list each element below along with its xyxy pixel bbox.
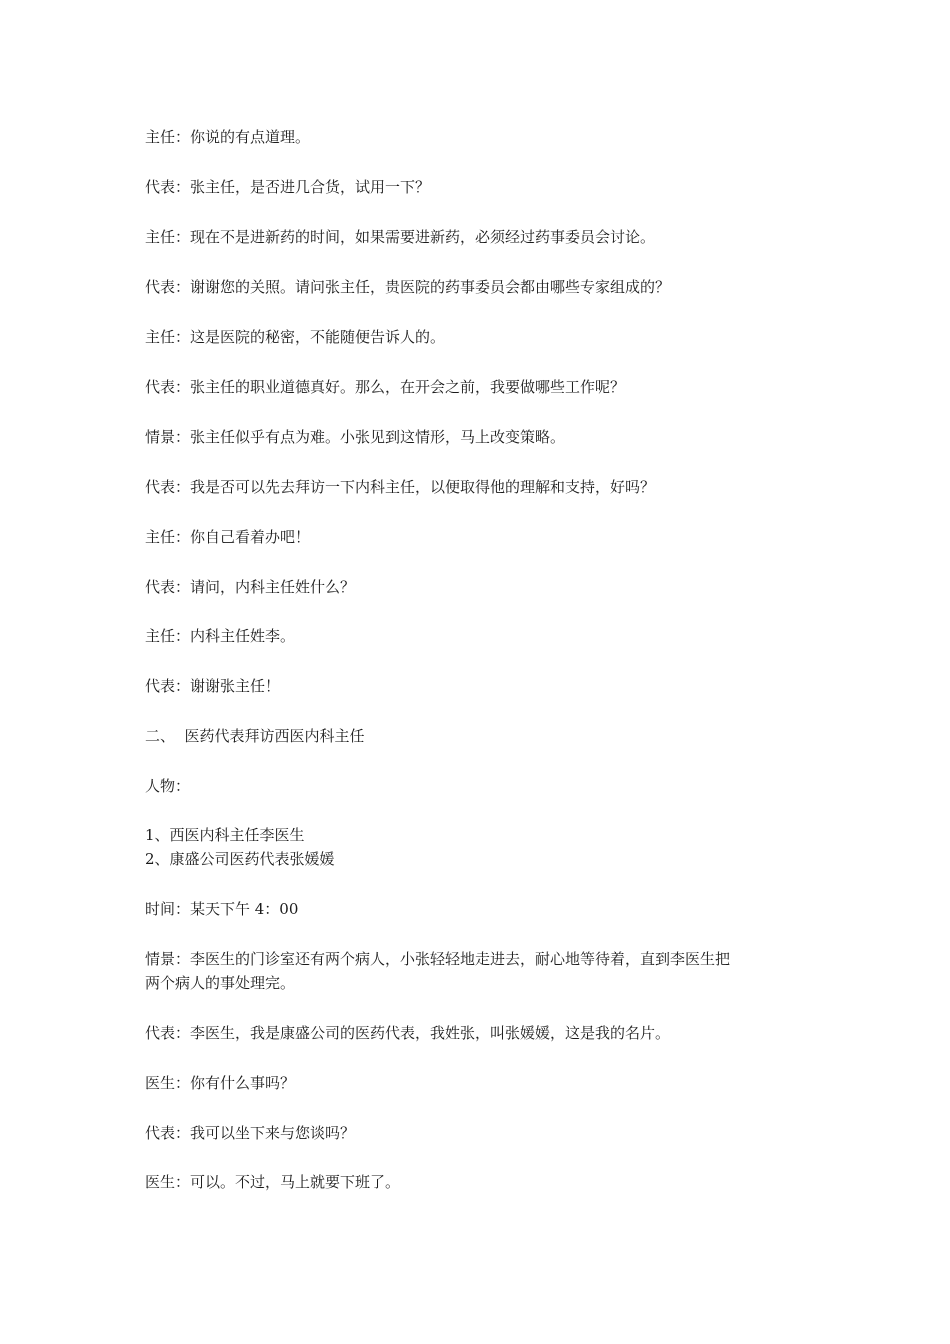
paragraph xyxy=(145,1170,825,1194)
paragraph xyxy=(145,525,825,549)
paragraph xyxy=(145,225,825,249)
text-line: 二、 医药代表拜访西医内科主任 xyxy=(145,727,365,745)
paragraph xyxy=(145,674,825,698)
paragraph xyxy=(145,1021,825,1045)
paragraph xyxy=(145,175,825,199)
list-item: 2、康盛公司医药代表张媛媛 xyxy=(145,850,335,868)
character-list xyxy=(145,823,825,871)
section-heading xyxy=(145,724,825,748)
text-line: 主任：内科主任姓李。 xyxy=(145,627,296,645)
paragraph xyxy=(145,325,825,349)
text-line: 人物： xyxy=(145,777,191,795)
paragraph xyxy=(145,375,825,399)
text-line: 代表：我是否可以先去拜访一下内科主任，以便取得他的理解和支持，好吗？ xyxy=(145,478,656,496)
text-line: 代表：李医生，我是康盛公司的医药代表，我姓张，叫张媛媛，这是我的名片。 xyxy=(145,1024,671,1042)
text-line: 医生：可以。不过，马上就要下班了。 xyxy=(145,1173,401,1191)
paragraph xyxy=(145,1071,825,1095)
paragraph xyxy=(145,425,825,449)
text-line: 代表：谢谢张主任！ xyxy=(145,677,281,695)
text-line: 时间：某天下午 4：00 xyxy=(145,900,299,918)
paragraph xyxy=(145,774,825,798)
paragraph xyxy=(145,624,825,648)
paragraph xyxy=(145,475,825,499)
text-line: 代表：请问，内科主任姓什么？ xyxy=(145,578,356,596)
text-line: 代表：我可以坐下来与您谈吗？ xyxy=(145,1124,356,1142)
text-line: 情景：李医生的门诊室还有两个病人，小张轻轻地走进去，耐心地等待着，直到李医生把 xyxy=(145,950,731,968)
paragraph xyxy=(145,1121,825,1145)
text-line: 主任：现在不是进新药的时间，如果需要进新药，必须经过药事委员会讨论。 xyxy=(145,228,656,246)
text-line: 主任：你自己看着办吧！ xyxy=(145,528,311,546)
list-item: 1、西医内科主任李医生 xyxy=(145,826,305,844)
paragraph xyxy=(145,275,825,299)
text-line: 主任：你说的有点道理。 xyxy=(145,128,311,146)
paragraph xyxy=(145,575,825,599)
paragraph xyxy=(145,897,825,921)
text-line: 情景：张主任似乎有点为难。小张见到这情形，马上改变策略。 xyxy=(145,428,566,446)
paragraph xyxy=(145,125,825,149)
text-line: 两个病人的事处理完。 xyxy=(145,974,296,992)
text-line: 代表：张主任的职业道德真好。那么，在开会之前，我要做哪些工作呢？ xyxy=(145,378,626,396)
text-line: 代表：谢谢您的关照。请问张主任，贵医院的药事委员会都由哪些专家组成的？ xyxy=(145,278,671,296)
paragraph xyxy=(145,947,825,995)
text-line: 代表：张主任，是否进几合货，试用一下？ xyxy=(145,178,431,196)
text-line: 主任：这是医院的秘密，不能随便告诉人的。 xyxy=(145,328,446,346)
text-line: 医生：你有什么事吗？ xyxy=(145,1074,296,1092)
